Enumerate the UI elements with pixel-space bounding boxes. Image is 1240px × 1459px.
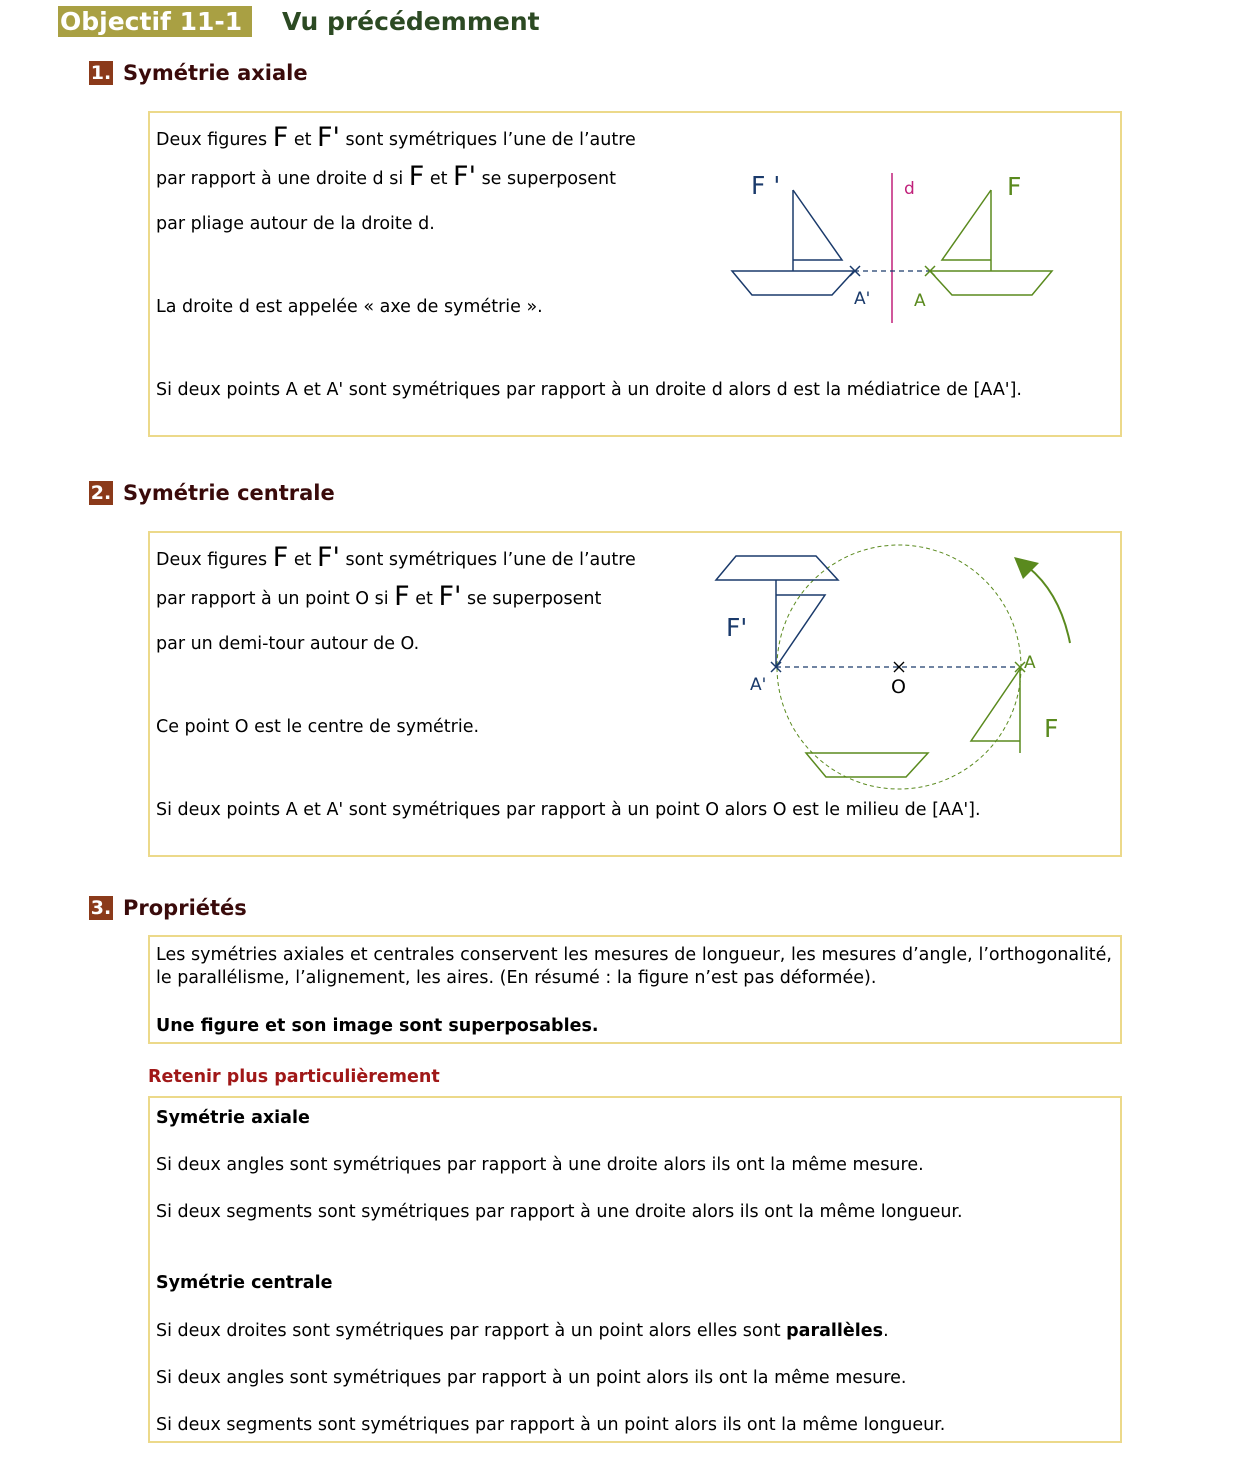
s1-l1-c: sont symétriques l’une de l’autre — [339, 130, 636, 150]
s1-l1-F: F — [272, 122, 289, 153]
s1-l2-c: se superposent — [476, 169, 616, 189]
retain-central-3: Si deux segments sont symétriques par rapport à un point alors ils ont la même longueur. — [156, 1415, 946, 1435]
central-symmetry-figure — [710, 543, 1090, 793]
label-A: A — [1024, 653, 1036, 673]
label-d: d — [904, 179, 915, 199]
s2-l2-c: se superposent — [461, 589, 602, 609]
boat-Fp — [732, 190, 854, 295]
retain-central-1-a: Si deux droites sont symétriques par rapport à un point alors elles sont — [156, 1321, 787, 1341]
s2-line2 — [156, 581, 602, 612]
s1-l2-F: F — [408, 161, 425, 192]
retain-box — [148, 1096, 1122, 1443]
s2-l1-F: F — [272, 542, 289, 573]
properties-conclusion: Une figure et son image sont superposables. — [156, 1016, 599, 1036]
objective-badge: Objectif 11-1 — [58, 6, 252, 37]
rotation-arrow — [1028, 567, 1070, 643]
s1-l1-a: Deux figures — [156, 130, 273, 150]
s1-l2-a: par rapport à une droite d si — [156, 169, 409, 189]
label-Fp: F' — [726, 613, 748, 642]
section-3-box — [148, 935, 1122, 1044]
s2-l1-c: sont symétriques l’une de l’autre — [339, 550, 636, 570]
retain-central-1-c: . — [883, 1321, 889, 1341]
retain-axial-2: Si deux segments sont symétriques par rapport à une droite alors ils ont la même longueur. — [156, 1202, 963, 1222]
label-Fp: F ' — [751, 171, 781, 200]
label-F: F — [1044, 714, 1059, 743]
s1-line3: par pliage autour de la droite d. — [156, 214, 435, 234]
s2-l2-F: F — [394, 581, 410, 612]
section-1-title: Symétrie axiale — [123, 61, 308, 85]
section-2-title: Symétrie centrale — [123, 481, 335, 505]
s1-l1-b: et — [288, 130, 318, 150]
retain-central-1 — [156, 1320, 889, 1342]
s2-l2-b: et — [409, 589, 439, 609]
s1-line1 — [156, 122, 636, 153]
section-1-number: 1. — [90, 62, 112, 84]
s1-l1-Fp: F' — [317, 122, 340, 153]
retain-heading: Retenir plus particulièrement — [148, 1067, 440, 1087]
boat-F — [806, 667, 1020, 777]
s2-l2-a: par rapport à un point O si — [156, 589, 395, 609]
retain-central-2: Si deux angles sont symétriques par rapport à un point alors ils ont la même mesure. — [156, 1368, 907, 1388]
section-2-box — [148, 531, 1122, 857]
s2-line5: Si deux points A et A' sont symétriques par rapport à un point O alors O est le milieu de [AA']. — [156, 800, 981, 820]
s2-line1 — [156, 542, 636, 573]
page-title: Vu précédemment — [282, 7, 540, 36]
s1-line4: La droite d est appelée « axe de symétrie ». — [156, 297, 543, 317]
axial-symmetry-figure — [726, 168, 1066, 328]
retain-central-title: Symétrie centrale — [156, 1273, 333, 1293]
s1-line5: Si deux points A et A' sont symétriques par rapport à un droite d alors d est la médiatrice de [AA']. — [156, 380, 1022, 400]
label-F: F — [1007, 172, 1022, 201]
section-2-number: 2. — [90, 482, 112, 504]
s2-l2-Fp: F' — [438, 581, 462, 612]
s2-l1-b: et — [288, 550, 318, 570]
s1-l2-Fp: F' — [453, 161, 476, 192]
s2-line4: Ce point O est le centre de symétrie. — [156, 717, 480, 737]
rotation-arrow-head — [1014, 557, 1039, 579]
section-3-title: Propriétés — [123, 896, 247, 920]
s1-line2 — [156, 161, 616, 192]
label-O: O — [891, 676, 906, 698]
label-Ap: A' — [854, 289, 871, 309]
retain-central-1-bold: parallèles — [786, 1321, 884, 1341]
label-A: A — [914, 291, 926, 311]
label-Ap: A' — [750, 675, 767, 695]
boat-F — [930, 190, 1052, 295]
s2-l1-Fp: F' — [317, 542, 340, 573]
section-3-number: 3. — [90, 897, 112, 919]
retain-axial-1: Si deux angles sont symétriques par rapport à une droite alors ils ont la même mesure. — [156, 1155, 924, 1175]
s2-l1-a: Deux figures — [156, 550, 273, 570]
boat-Fp — [716, 556, 838, 667]
retain-axial-title: Symétrie axiale — [156, 1108, 310, 1128]
s1-l2-b: et — [424, 169, 454, 189]
section-1-box — [148, 111, 1122, 437]
s2-line3: par un demi-tour autour de O. — [156, 634, 420, 654]
properties-text: Les symétries axiales et centrales conservent les mesures de longueur, les mesures d’angle, l’orthogonalité, le parallélisme, l’alignement, les aires. (En résumé : la figure n’est pas déformée). — [156, 945, 1112, 988]
